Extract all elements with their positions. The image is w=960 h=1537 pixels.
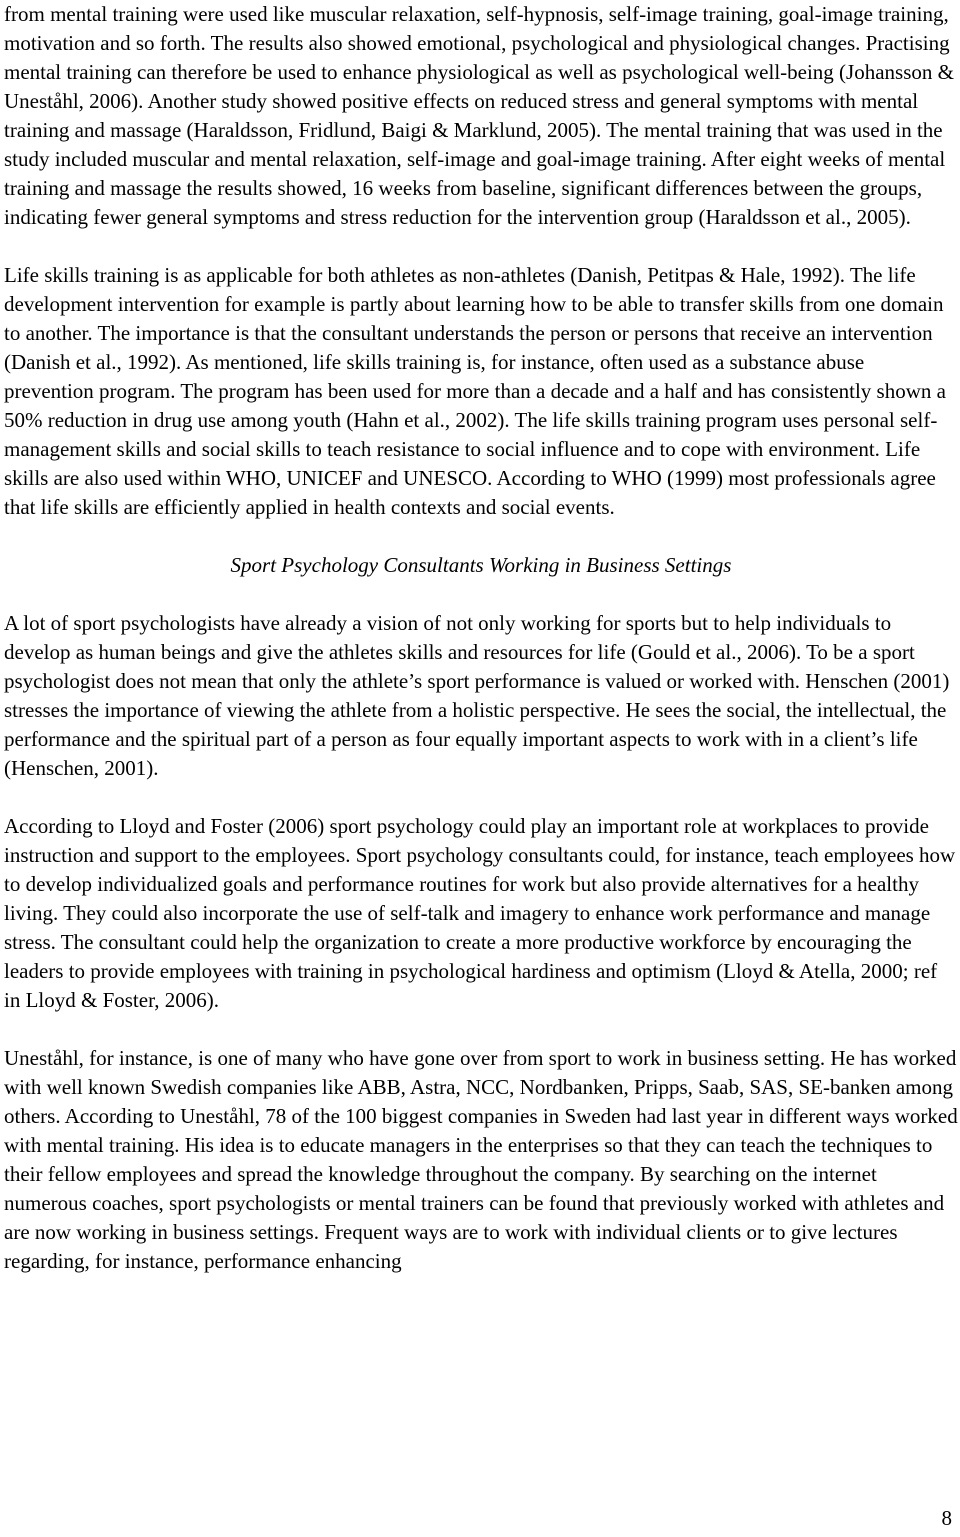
section-heading: Sport Psychology Consultants Working in Business Settings [230, 553, 732, 577]
paragraph-workplace-role: According to Lloyd and Foster (2006) sport psychology could play an important role at workplaces to provide instruction and support to the employees. Sport psychology consultants could, for instance, teach employees how to develop individualized goals and performance routines for work but also provide alternatives for a healthy living. They could also incorporate the use of self-talk and imagery to enhance work performance and manage stress. The consultant could help the organization to create a more productive workforce by encouraging the leaders to provide employees with training in psychological hardiness and optimism (Lloyd & Atella, 2000; ref in Lloyd & Foster, 2006). [4, 814, 956, 1012]
paragraph-gap [4, 232, 958, 261]
paragraph-gap [4, 1015, 958, 1044]
page-number: 8 [941, 1506, 952, 1530]
paragraph-mental-training-results: from mental training were used like muscular relaxation, self-hypnosis, self-image training, goal-image training, motivation and so forth. The results also showed emotional, psychological and physiological changes. Practising mental training can therefore be used to enhance physiological as well as psychological well-being (Johansson & Uneståhl, 2006). Another study showed positive effects on reduced stress and general symptoms with mental training and massage (Haraldsson, Fridlund, Baigi & Marklund, 2005). The mental training that was used in the study included muscular and mental relaxation, self-image and goal-image training. After eight weeks of mental training and massage the results showed, 16 weeks from baseline, significant differences between the groups, indicating fewer general symptoms and stress reduction for the intervention group (Haraldsson et al., 2005). [4, 2, 954, 229]
paragraph-gap [4, 522, 958, 551]
paragraph-holistic-perspective: A lot of sport psychologists have already a vision of not only working for sports but to help individuals to develop as human beings and give the athletes skills and resources for life (Gould et al., 2006). To be a sport psychologist does not mean that only the athlete’s sport performance is valued or worked with. Henschen (2001) stresses the importance of viewing the athlete from a holistic perspective. He sees the social, the intellectual, the performance and the spiritual part of a person as four equally important aspects to work with in a client’s life (Henschen, 2001). [4, 611, 950, 780]
paragraph-gap [4, 580, 958, 609]
paragraph-gap [4, 783, 958, 812]
paragraph-unestahl-business: Uneståhl, for instance, is one of many who have gone over from sport to work in business setting. He has worked with well known Swedish companies like ABB, Astra, NCC, Nordbanken, Pripps, Saab, SAS, SE-banken among others. According to Uneståhl, 78 of the 100 biggest companies in Sweden had last year in different ways worked with mental training. His idea is to educate managers in the enterprises so that they can teach the techniques to their fellow employees and spread the knowledge throughout the company. By searching on the internet numerous coaches, sport psychologists or mental trainers can be found that previously worked with athletes and are now working in business settings. Frequent ways are to work with individual clients or to give lectures regarding, for instance, performance enhancing [4, 1046, 958, 1273]
document-page [4, 0, 958, 1276]
paragraph-life-skills: Life skills training is as applicable for both athletes as non-athletes (Danish, Petitpas & Hale, 1992). The life development intervention for example is partly about learning how to be able to transfer skills from one domain to another. The importance is that the consultant understands the person or persons that receive an intervention (Danish et al., 1992). As mentioned, life skills training is, for instance, often used as a substance abuse prevention program. The program has been used for more than a decade and a half and has consistently shown a 50% reduction in drug use among youth (Hahn et al., 2002). The life skills training program uses personal self-management skills and social skills to teach resistance to social influence and to cope with environment. Life skills are also used within WHO, UNICEF and UNESCO. According to WHO (1999) most professionals agree that life skills are efficiently applied in health contexts and social events. [4, 263, 946, 519]
